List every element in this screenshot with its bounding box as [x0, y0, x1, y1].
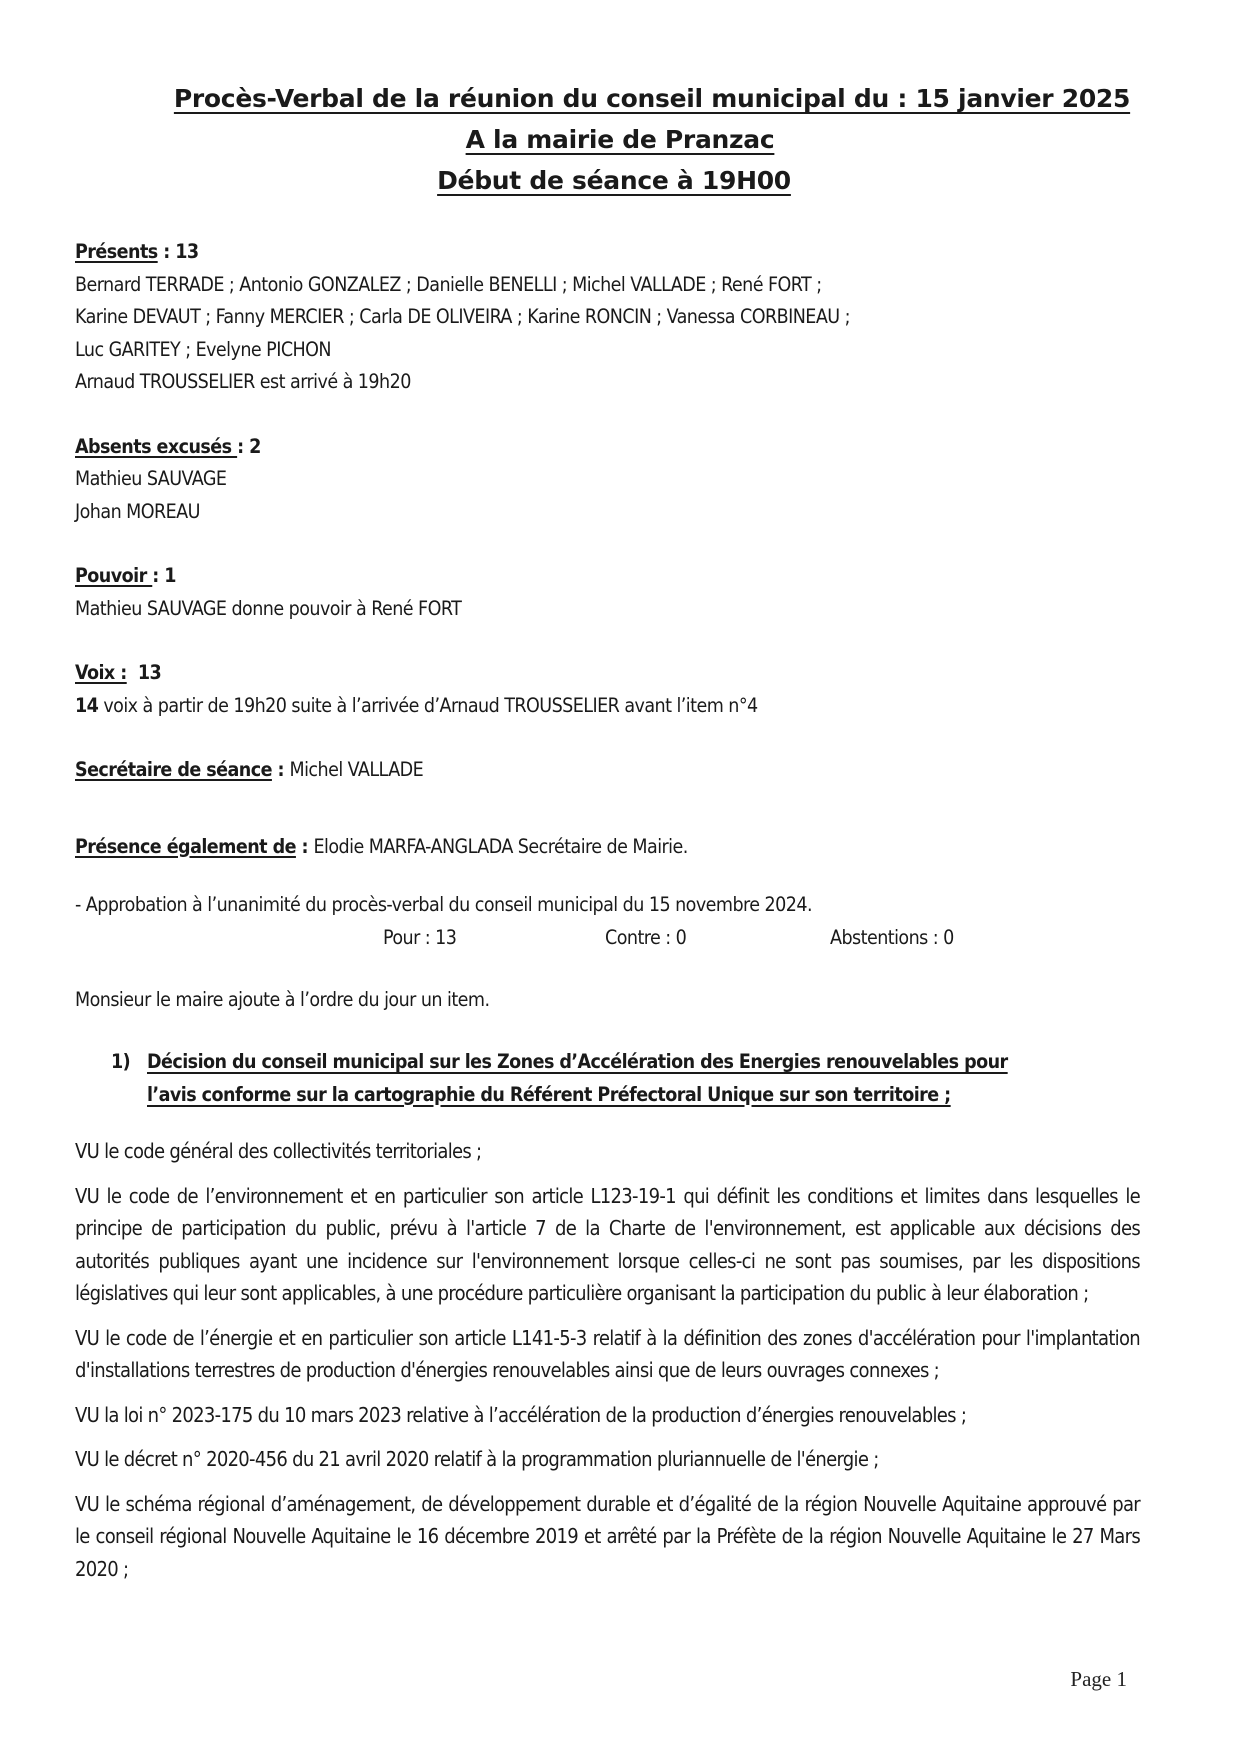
title-line-2: A la mairie de Pranzac [465, 125, 775, 154]
absents-label: Absents excusés [75, 434, 238, 458]
approbation-section [75, 889, 1140, 954]
vote-contre: Contre : 0 [605, 925, 687, 949]
consideration-paragraph: VU la loi n° 2023-175 du 10 mars 2023 relative à l’accélération de la production d’énergies renouvelables ; [75, 1402, 967, 1427]
presence-section: Présence également de : Elodie MARFA-ANGLADA Secrétaire de Mairie. [75, 834, 688, 858]
item-title-line: Décision du conseil municipal sur les Zones d’Accélération des Energies renouvelables pour [147, 1050, 1008, 1073]
consideration-paragraph: VU le code de l’énergie et en particulier son article L141-5-3 relatif à la définition des zones d'accélération pour l'implantation d'installations terrestres de production d'énergies renouvelables ainsi que de leurs ouvrages connexes ; [75, 1325, 1140, 1382]
item-title-line: l’avis conforme sur la cartographie du Référent Préfectoral Unique sur son territoire ; [147, 1082, 951, 1106]
presents-heading: Présents : 13 [75, 240, 199, 263]
consideration-paragraph: VU le schéma régional d’aménagement, de développement durable et d’égalité de la région Nouvelle Aquitaine approuvé par le conseil régional Nouvelle Aquitaine le 16 décembre 2019 et arrêté par la Préfète de la région Nouvelle Aquitaine le 27 Mars 2020 ; [75, 1491, 1140, 1581]
presents-line: Karine DEVAUT ; Fanny MERCIER ; Carla DE OLIVEIRA ; Karine RONCIN ; Vanessa CORBINEAU ; [75, 305, 850, 328]
absents-line: Mathieu SAUVAGE [75, 467, 227, 490]
page-number: Page 1 [1070, 1667, 1127, 1691]
spacer [75, 399, 1140, 431]
item-number: 1) [111, 1050, 131, 1073]
pouvoir-heading: Pouvoir : 1 [75, 564, 176, 587]
pouvoir-label: Pouvoir [75, 564, 153, 587]
spacer [75, 722, 1140, 754]
presents-label: Présents [75, 240, 158, 263]
ordre-du-jour-note: Monsieur le maire ajoute à l’ordre du jour un item. [75, 987, 490, 1011]
title-line-1: Procès-Verbal de la réunion du conseil municipal du : 15 janvier 2025 [173, 84, 1131, 113]
document-header [0, 78, 1240, 201]
title-line-3: Début de séance à 19H00 [437, 166, 791, 195]
spacer [75, 787, 1140, 831]
voix-detail: 14 voix à partir de 19h20 suite à l’arrivée d’Arnaud TROUSSELIER avant l’item n°4 [75, 693, 758, 717]
absents-line: Johan MOREAU [75, 499, 200, 523]
presence-value: Elodie MARFA-ANGLADA Secrétaire de Mairie. [313, 834, 688, 858]
spacer [75, 528, 1140, 560]
voix-label: Voix : [75, 661, 127, 684]
pouvoir-count: 1 [164, 564, 176, 587]
consideration-paragraph: VU le code général des collectivités territoriales ; [75, 1139, 482, 1163]
presents-line: Luc GARITEY ; Evelyne PICHON [75, 337, 332, 361]
spacer [75, 625, 1140, 657]
secretaire-section: Secrétaire de séance : Michel VALLADE [75, 758, 424, 781]
presents-count: 13 [175, 240, 199, 263]
pouvoir-section [75, 560, 1140, 625]
vote-results [75, 922, 1140, 954]
secretaire-value: Michel VALLADE [289, 758, 424, 781]
presents-section [75, 236, 1140, 399]
presence-label: Présence également de [75, 834, 296, 858]
document-body [75, 236, 1140, 1597]
consideration-paragraph: VU le code de l’environnement et en particulier son article L123-19-1 qui définit les conditions et limites dans lesquelles le principe de participation du public, prévu à l'article 7 de la Charte de l'environnement, est applicable aux décisions des autorités publiques ayant une incidence sur l'environnement lorsque celles-ci ne sont pas soumises, par les dispositions législatives qui leur sont applicables, à une procédure particulière organisant la participation du public à leur élaboration ; [75, 1183, 1140, 1305]
absents-heading: Absents excusés : 2 [75, 434, 261, 458]
voix-heading [75, 657, 1140, 690]
approbation-text: - Approbation à l’unanimité du procès-verbal du conseil municipal du 15 novembre 2024. [75, 893, 812, 916]
spacer [75, 954, 1140, 984]
secretaire-label: Secrétaire de séance [75, 758, 272, 781]
vote-pour: Pour : 13 [383, 925, 457, 949]
absents-section [75, 431, 1140, 529]
voix-count: 13 [137, 661, 162, 684]
presents-line: Bernard TERRADE ; Antonio GONZALEZ ; Danielle BENELLI ; Michel VALLADE ; René FORT ; [75, 272, 822, 296]
item-1-title [111, 1046, 1140, 1111]
pouvoir-line: Mathieu SAUVAGE donne pouvoir à René FORT [75, 596, 462, 620]
voix-section [75, 657, 1140, 722]
consideration-paragraph: VU le décret n° 2020-456 du 21 avril 2020 relatif à la programmation pluriannuelle de l'énergie ; [75, 1447, 879, 1471]
vote-abstentions: Abstentions : 0 [830, 925, 954, 949]
presents-line: Arnaud TROUSSELIER est arrivé à 19h20 [75, 370, 411, 393]
absents-count: 2 [249, 434, 261, 458]
spacer [75, 863, 1140, 889]
